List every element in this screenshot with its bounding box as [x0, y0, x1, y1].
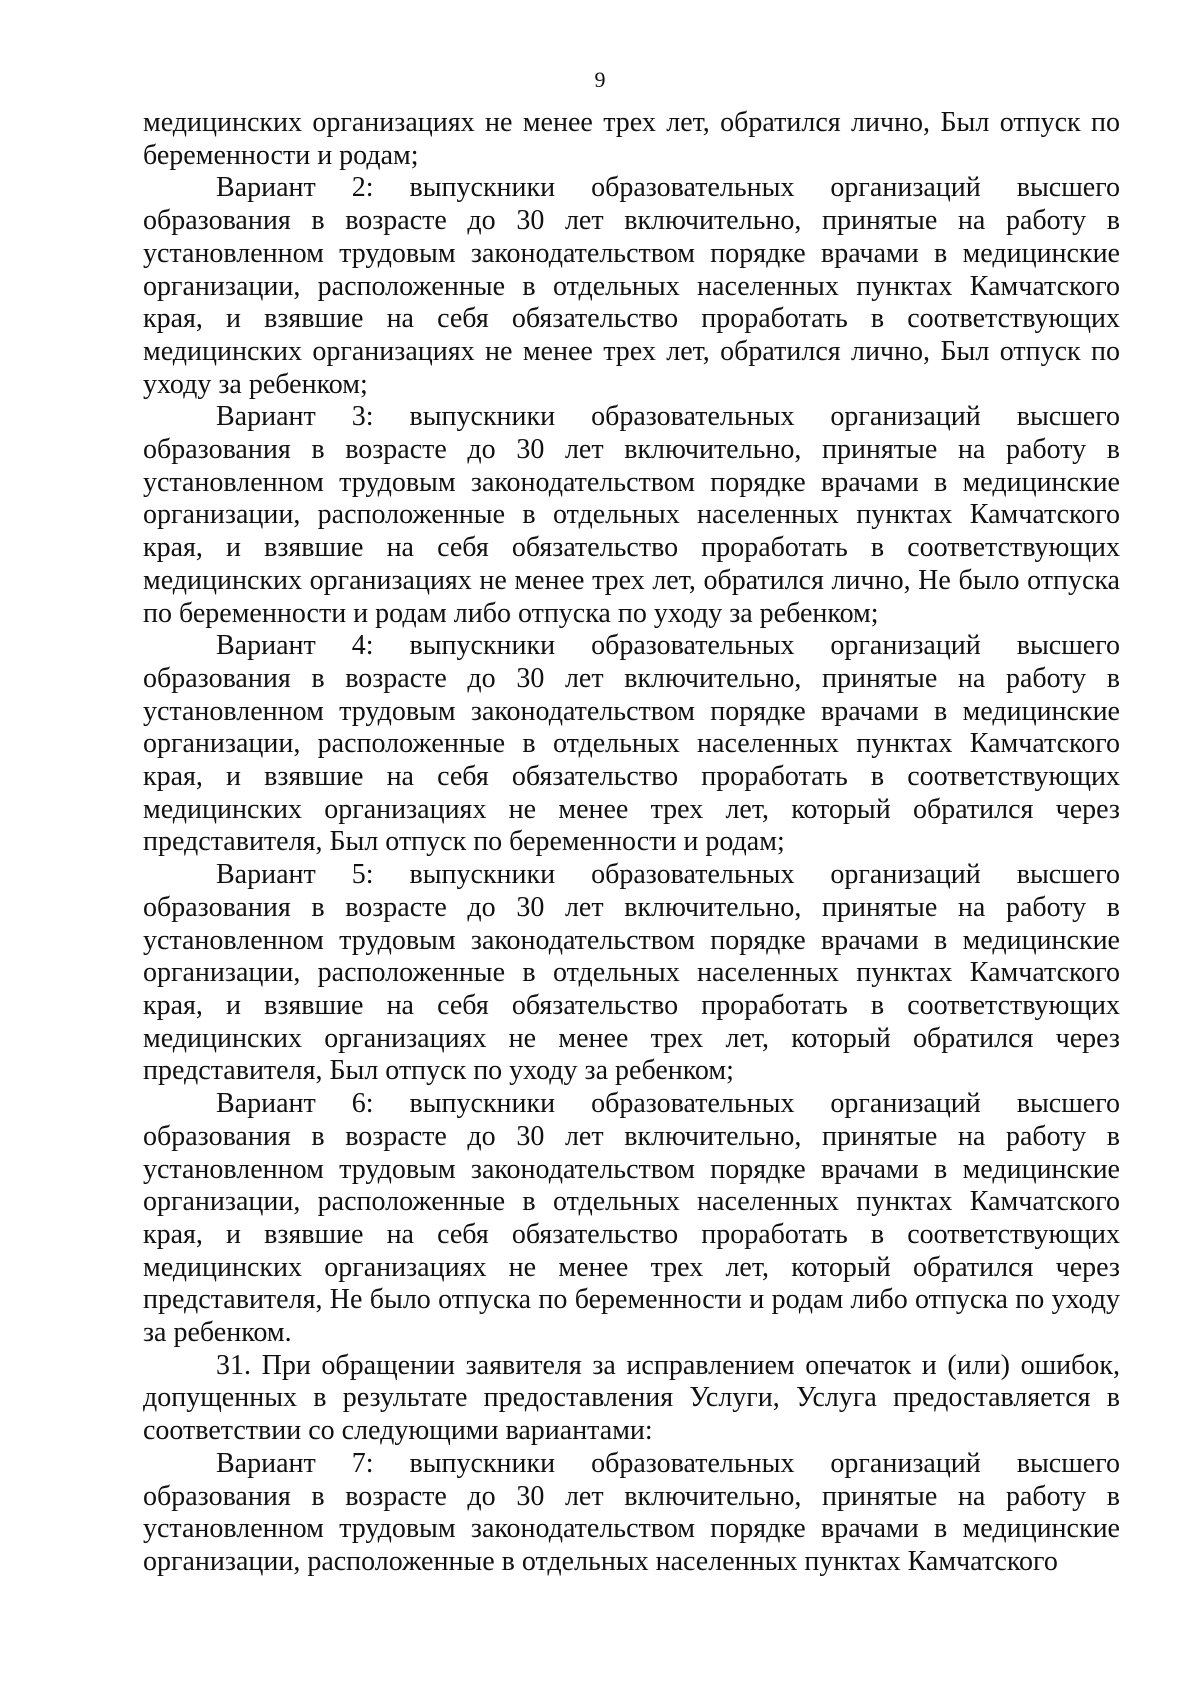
paragraph: 31. При обращении заявителя за исправлением опечаток и (или) ошибок, допущенных в результате предоставления Услуги, Услуга предоставляется в соответствии со следующими вариантами: [143, 1349, 1120, 1447]
paragraph: Вариант 6: выпускники образовательных организаций высшего образования в возрасте до 30 лет включительно, принятые на работу в установленном трудовым законодательством порядке врачами в медицинские организации, расположенные в отдельных населенных пунктах Камчатского края, и взявшие на себя обязательство проработать в соответствующих медицинских организациях не менее трех лет, который обратился через представителя, Не было отпуска по беременности и родам либо отпуска по уходу за ребенком. [143, 1088, 1120, 1349]
paragraph: Вариант 3: выпускники образовательных организаций высшего образования в возрасте до 30 лет включительно, принятые на работу в установленном трудовым законодательством порядке врачами в медицинские организации, расположенные в отдельных населенных пунктах Камчатского края, и взявшие на себя обязательство проработать в соответствующих медицинских организациях не менее трех лет, обратился лично, Не было отпуска по беременности и родам либо отпуска по уходу за ребенком; [143, 401, 1120, 629]
paragraph: медицинских организациях не менее трех лет, обратился лично, Был отпуск по беременности и родам; [143, 107, 1120, 171]
paragraph: Вариант 2: выпускники образовательных организаций высшего образования в возрасте до 30 лет включительно, принятые на работу в установленном трудовым законодательством порядке врачами в медицинские организации, расположенные в отдельных населенных пунктах Камчатского края, и взявшие на себя обязательство проработать в соответствующих медицинских организациях не менее трех лет, обратился лично, Был отпуск по уходу за ребенком; [143, 172, 1120, 400]
paragraph: Вариант 4: выпускники образовательных организаций высшего образования в возрасте до 30 лет включительно, принятые на работу в установленном трудовым законодательством порядке врачами в медицинские организации, расположенные в отдельных населенных пунктах Камчатского края, и взявшие на себя обязательство проработать в соответствующих медицинских организациях не менее трех лет, который обратился через представителя, Был отпуск по беременности и родам; [143, 630, 1120, 858]
page-number: 9 [594, 67, 606, 92]
document-body [143, 107, 1120, 1579]
paragraph: Вариант 5: выпускники образовательных организаций высшего образования в возрасте до 30 лет включительно, принятые на работу в установленном трудовым законодательством порядке врачами в медицинские организации, расположенные в отдельных населенных пунктах Камчатского края, и взявшие на себя обязательство проработать в соответствующих медицинских организациях не менее трех лет, который обратился через представителя, Был отпуск по уходу за ребенком; [143, 859, 1120, 1087]
paragraph: Вариант 7: выпускники образовательных организаций высшего образования в возрасте до 30 лет включительно, принятые на работу в установленном трудовым законодательством порядке врачами в медицинские организации, расположенные в отдельных населенных пунктах Камчатского [143, 1447, 1120, 1577]
